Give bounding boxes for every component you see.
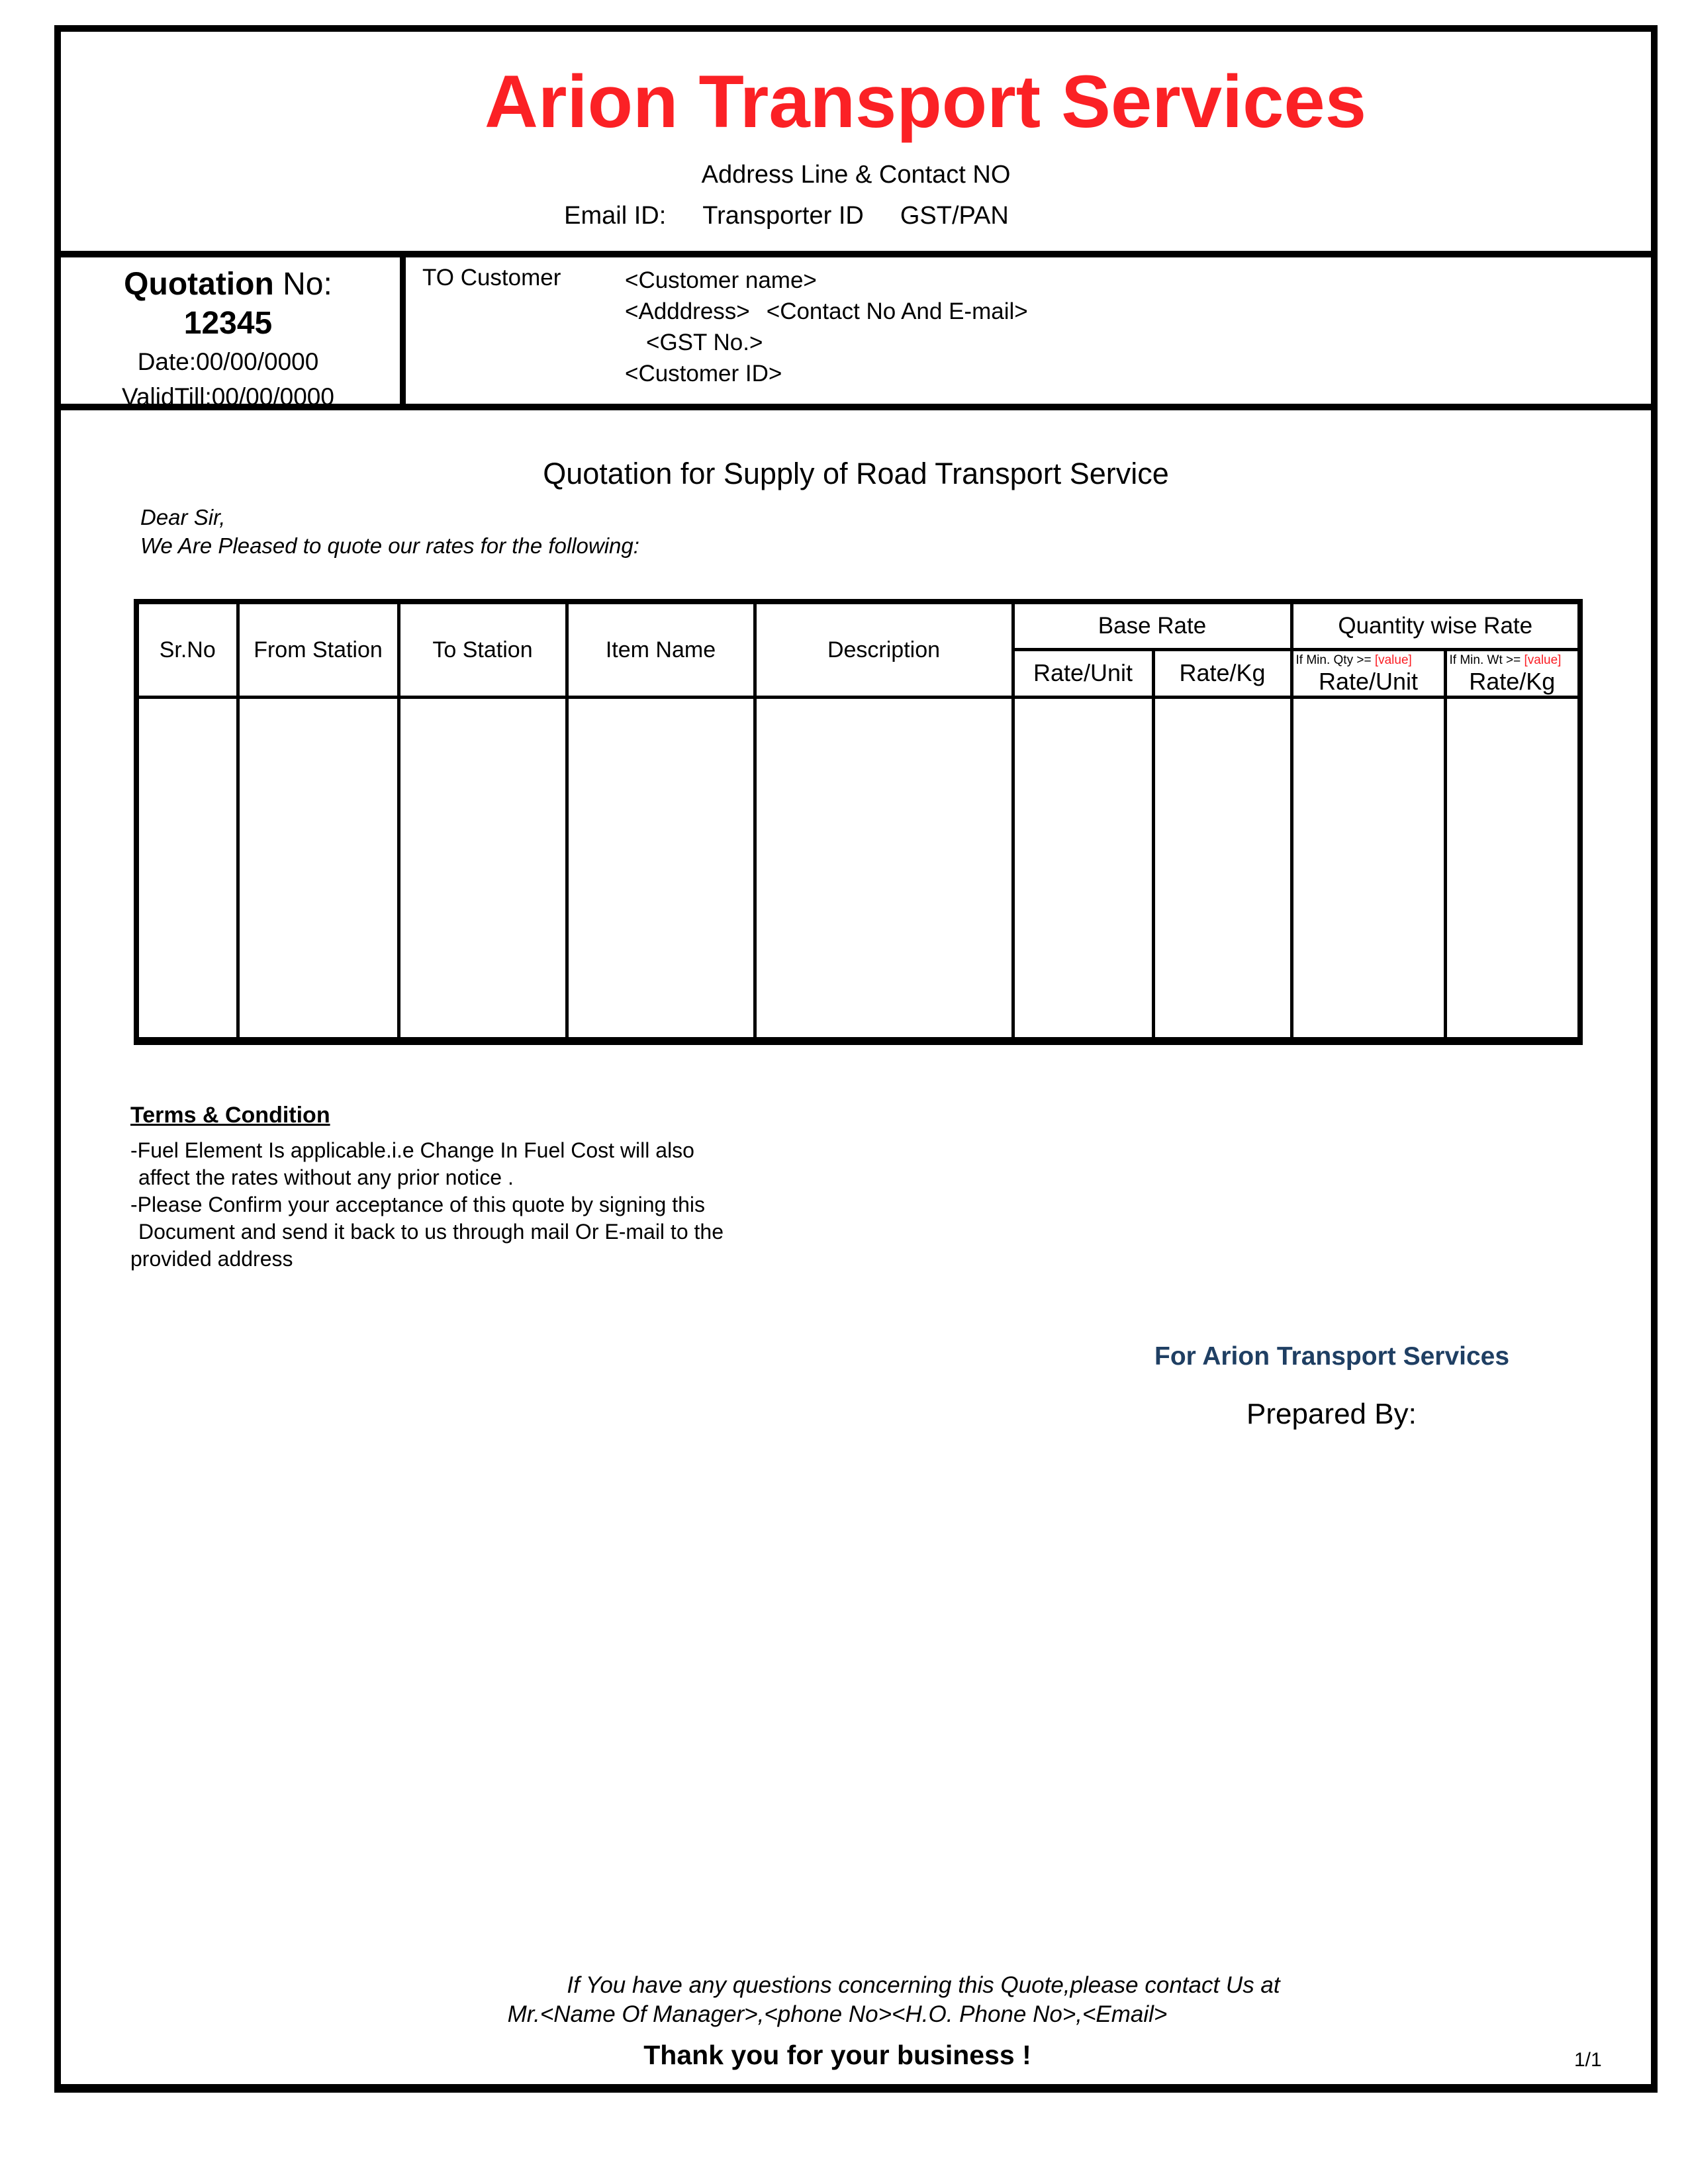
company-ids-row (0, 202, 1588, 230)
footer-thanks: Thank you for your business ! (643, 2040, 1031, 2070)
customer-address-row (625, 296, 1028, 327)
intro-line: We Are Pleased to quote our rates for the following: (140, 533, 639, 558)
col-header-min-qty-rate-unit (1291, 649, 1445, 697)
cell-qty-rate-unit (1291, 697, 1445, 1041)
header-divider (54, 251, 1658, 257)
min-wt-prefix: If Min. Wt >= (1449, 653, 1524, 667)
col-group-quantity-wise-rate: Quantity wise Rate (1291, 602, 1580, 649)
table-row (136, 697, 1580, 1041)
col-header-base-rate-kg: Rate/Kg (1153, 649, 1291, 697)
customer-name: <Customer name> (625, 267, 817, 293)
quotation-info-box (61, 266, 395, 411)
quotation-number: 12345 (183, 306, 273, 341)
terms-and-conditions (130, 1102, 724, 1273)
quotation-label-rest: No: (283, 267, 332, 302)
cell-to-station (399, 697, 567, 1041)
col-header-min-wt-rate-kg (1445, 649, 1580, 697)
company-name (54, 61, 1658, 142)
quotation-valid-till: ValidTill:00/00/0000 (122, 383, 334, 410)
quote-customer-divider (400, 257, 406, 404)
min-wt-rate-label: Rate/Kg (1469, 667, 1556, 695)
customer-fields (625, 265, 1028, 389)
customer-id: <Customer ID> (625, 361, 782, 387)
col-header-base-rate-unit: Rate/Unit (1013, 649, 1153, 697)
col-header-item-name: Item Name (567, 602, 755, 697)
quotation-number-label (61, 266, 395, 302)
min-qty-condition (1293, 651, 1444, 668)
for-company-label: For Arion Transport Services (1154, 1342, 1510, 1371)
cell-from-station (238, 697, 399, 1041)
customer-gst: <GST No.> (646, 330, 763, 355)
cell-srno (136, 697, 238, 1041)
col-header-description: Description (755, 602, 1013, 697)
customer-address: <Adddress> (625, 298, 750, 324)
footer-contact-line1: If You have any questions concerning this Quote,please contact Us at (567, 1972, 1280, 1998)
terms-line: affect the rates without any prior notice . (138, 1165, 514, 1189)
document-title: Quotation for Supply of Road Transport Service (543, 457, 1169, 490)
gst-pan-label: GST/PAN (900, 202, 1009, 230)
prepared-by-label: Prepared By: (1246, 1398, 1417, 1430)
min-wt-value: [value] (1524, 653, 1562, 667)
footer-contact-line2: Mr.<Name Of Manager>,<phone No><H.O. Phone No>,<Email> (507, 2001, 1168, 2027)
cell-base-rate-kg (1153, 697, 1291, 1041)
cell-item-name (567, 697, 755, 1041)
customer-info-box (412, 258, 1656, 404)
terms-line: provided address (130, 1247, 293, 1271)
col-header-srno: Sr.No (136, 602, 238, 697)
min-qty-prefix: If Min. Qty >= (1295, 653, 1375, 667)
col-header-from-station: From Station (238, 602, 399, 697)
cell-base-rate-unit (1013, 697, 1153, 1041)
company-name-text: Arion Transport Services (484, 60, 1367, 143)
col-header-to-station: To Station (399, 602, 567, 697)
cell-wt-rate-kg (1445, 697, 1580, 1041)
min-qty-value: [value] (1374, 653, 1412, 667)
salutation-block (140, 503, 639, 560)
terms-line: Document and send it back to us through mail Or E-mail to the (138, 1220, 724, 1244)
email-label: Email ID: (564, 202, 667, 230)
terms-line: -Please Confirm your acceptance of this quote by signing this (130, 1193, 706, 1216)
terms-line: -Fuel Element Is applicable.i.e Change In Fuel Cost will also (130, 1138, 694, 1162)
page-number: 1/1 (1574, 2049, 1602, 2071)
rates-table (134, 599, 1583, 1045)
min-qty-rate-label: Rate/Unit (1318, 667, 1419, 695)
company-address-line: Address Line & Contact NO (701, 161, 1011, 189)
transporter-id-label: Transporter ID (702, 202, 864, 230)
quotation-date: Date:00/00/0000 (137, 348, 319, 375)
customer-contact: <Contact No And E-mail> (766, 298, 1028, 324)
min-wt-condition (1447, 651, 1578, 668)
col-group-base-rate: Base Rate (1013, 602, 1291, 649)
terms-heading: Terms & Condition (130, 1103, 330, 1128)
cell-description (755, 697, 1013, 1041)
quotation-label-bold: Quotation (124, 267, 274, 302)
to-customer-label: TO Customer (422, 265, 561, 291)
salutation-line: Dear Sir, (140, 505, 226, 529)
